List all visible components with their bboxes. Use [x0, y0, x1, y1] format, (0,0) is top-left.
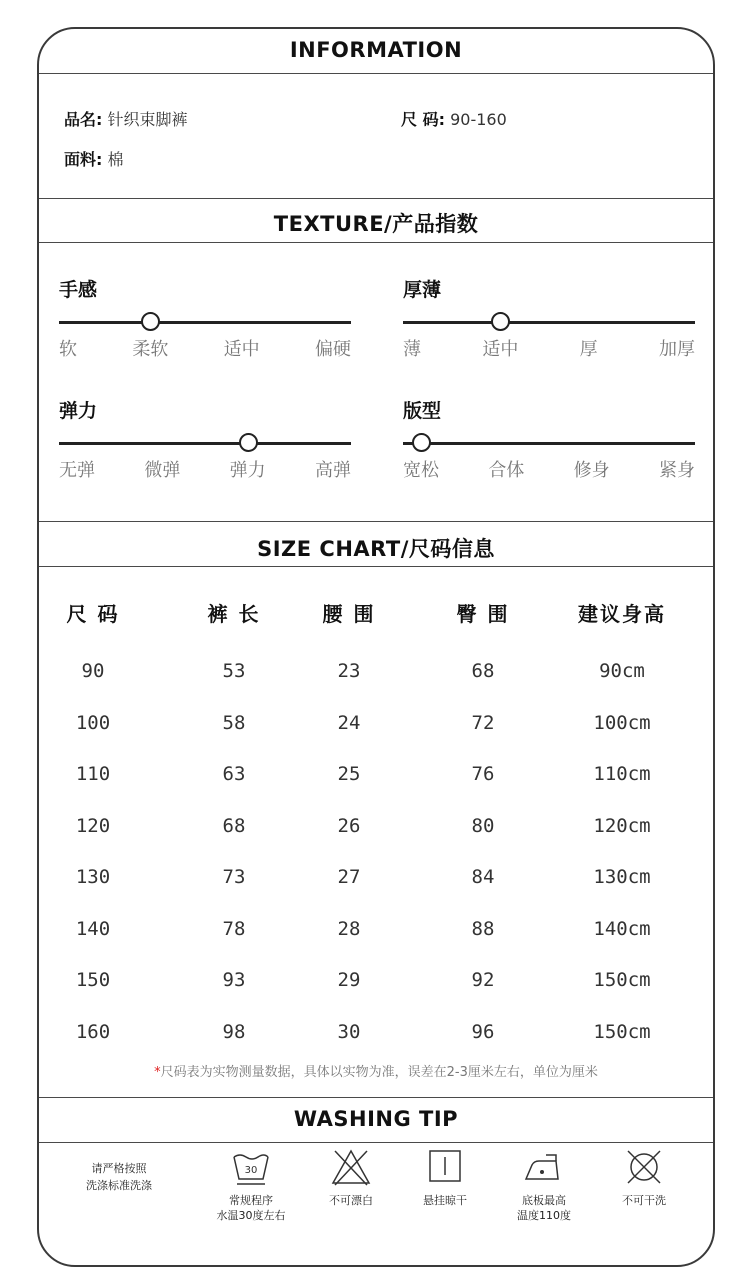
texture-scale-label: 柔软	[132, 339, 169, 360]
fabric-value: 棉	[107, 150, 124, 169]
size-table-cell: 90cm	[599, 660, 645, 682]
size-table-cell: 130cm	[593, 866, 651, 888]
divider	[39, 1142, 713, 1143]
fabric-row	[64, 147, 124, 170]
size-table-header-cell: 腰 围	[322, 602, 376, 626]
information-header: INFORMATION	[289, 38, 463, 62]
no-dry-clean-text: 不可干洗	[622, 1194, 666, 1207]
size-chart-header: SIZE CHART/尺码信息	[257, 537, 495, 561]
size-table-cell: 120cm	[593, 814, 651, 837]
texture-scale-label: 高弹	[314, 460, 351, 481]
size-table-cell: 76	[471, 763, 495, 785]
size-table-cell: 88	[471, 917, 495, 940]
size-table-cell: 23	[337, 660, 361, 682]
product-name-row	[64, 107, 188, 130]
wash-item-no-bleach	[301, 1145, 401, 1208]
size-table-cell: 150	[75, 969, 111, 991]
no-bleach-icon	[329, 1145, 373, 1189]
iron-line2: 温度110度	[517, 1209, 571, 1222]
hang-dry-icon	[423, 1145, 467, 1189]
texture-thickness	[403, 275, 695, 365]
size-table-header-cell: 尺 码	[66, 602, 120, 626]
wash-item-no-dry-clean	[594, 1145, 694, 1208]
size-table-cell: 58	[222, 711, 246, 734]
texture-scale-labels	[403, 456, 695, 482]
texture-fit	[403, 396, 695, 486]
size-table-cell: 30	[337, 1020, 361, 1043]
product-name-label: 品名:	[64, 110, 103, 129]
size-table-cell: 27	[337, 866, 361, 888]
size-range-row	[401, 107, 507, 130]
divider	[39, 1097, 713, 1098]
size-table-cell: 90	[81, 660, 105, 682]
divider	[39, 73, 713, 74]
size-table-cell: 110cm	[593, 763, 651, 785]
size-table-cell: 73	[222, 866, 246, 888]
size-table-cell: 98	[222, 1020, 246, 1043]
texture-level-marker	[491, 312, 510, 331]
texture-scale-label: 紧身	[658, 460, 695, 481]
iron-line1: 底板最高	[522, 1194, 566, 1207]
size-table-cell: 100	[75, 711, 111, 734]
size-table-cell: 68	[222, 814, 246, 837]
texture-scale-label: 弹力	[229, 460, 266, 481]
size-table-cell: 160	[75, 1020, 111, 1043]
texture-scale-label: 微弹	[144, 460, 181, 481]
fabric-label: 面料:	[64, 150, 103, 169]
size-table-cell: 93	[222, 969, 246, 991]
size-range-value: 90-160	[450, 110, 507, 129]
size-table-cell: 140cm	[593, 917, 651, 940]
note-text: 尺码表为实物测量数据，具体以实物为准，误差在2-3厘米左右，单位为厘米	[160, 1065, 598, 1080]
size-table-cell: 150cm	[593, 1020, 651, 1043]
size-table-cell: 92	[471, 969, 495, 991]
texture-level-marker	[239, 433, 258, 452]
texture-title: 版型	[403, 400, 442, 422]
texture-scale-labels	[59, 456, 351, 482]
wash-item-iron	[494, 1145, 594, 1223]
size-table-cell: 26	[337, 814, 361, 837]
size-table-cell: 110	[75, 763, 111, 785]
size-table-header-cell: 臀 围	[456, 602, 510, 626]
texture-header: TEXTURE/产品指数	[273, 212, 479, 236]
size-table-cell: 96	[471, 1020, 495, 1043]
washing-intro-line1: 请严格按照	[91, 1162, 147, 1175]
texture-scale-label: 适中	[482, 339, 519, 360]
size-table-cell: 120	[75, 814, 111, 837]
size-table-cell: 72	[471, 711, 495, 734]
texture-elasticity	[59, 396, 351, 486]
texture-scale-label: 偏硬	[314, 339, 351, 360]
texture-scale-label: 厚	[579, 339, 598, 360]
size-table-header-cell: 裤 长	[207, 602, 261, 626]
size-table-header-cell: 建议身高	[578, 602, 666, 626]
divider	[39, 242, 713, 243]
texture-scale-labels	[403, 335, 695, 361]
divider	[39, 521, 713, 522]
texture-scale-label: 无弹	[59, 460, 95, 481]
info-card	[37, 27, 715, 1267]
texture-scale-bar	[403, 321, 695, 324]
size-table-cell: 150cm	[593, 969, 651, 991]
wash-30-line1: 常规程序	[229, 1194, 273, 1207]
divider	[39, 198, 713, 199]
wash-temp-text: 30	[244, 1165, 258, 1176]
wash-30-line2: 水温30度左右	[216, 1209, 286, 1222]
divider	[39, 566, 713, 567]
texture-level-marker	[412, 433, 431, 452]
texture-scale-label: 修身	[573, 460, 610, 481]
size-table-cell: 28	[337, 917, 361, 940]
size-note	[39, 1061, 713, 1080]
product-name-value: 针织束脚裤	[107, 110, 188, 129]
texture-scale-label: 加厚	[658, 339, 695, 360]
note-star: *	[154, 1065, 161, 1080]
size-range-label: 尺 码:	[401, 110, 445, 129]
size-table-cell: 63	[222, 763, 246, 785]
no-bleach-text: 不可漂白	[329, 1194, 373, 1207]
washing-header: WASHING TIP	[293, 1107, 459, 1131]
washing-intro-line2: 洗涤标准洗涤	[86, 1179, 152, 1192]
texture-scale-label: 宽松	[403, 460, 439, 481]
texture-scale-labels	[59, 335, 351, 361]
size-table-cell: 24	[337, 711, 361, 734]
size-table-cell: 53	[222, 660, 246, 682]
iron-110-icon	[522, 1145, 566, 1189]
texture-scale-label: 软	[59, 339, 77, 360]
wash-item-30	[201, 1145, 301, 1223]
size-table-cell: 130	[75, 866, 111, 888]
texture-scale-label: 适中	[223, 339, 260, 360]
size-table-cell: 78	[222, 917, 246, 940]
wash-item-hang-dry	[395, 1145, 495, 1208]
texture-title: 弹力	[59, 400, 98, 422]
texture-title: 手感	[59, 279, 98, 301]
wash-30-icon	[229, 1145, 273, 1189]
texture-level-marker	[141, 312, 160, 331]
washing-intro	[59, 1160, 179, 1194]
texture-scale-bar	[59, 442, 351, 445]
texture-title: 厚薄	[403, 279, 442, 301]
size-table-cell: 29	[337, 969, 361, 991]
size-table-cell: 84	[471, 866, 495, 888]
texture-scale-label: 合体	[488, 460, 525, 481]
texture-scale-bar	[403, 442, 695, 445]
size-table-cell: 25	[337, 763, 361, 785]
texture-scale-label: 薄	[403, 339, 421, 360]
no-dry-clean-icon	[622, 1145, 666, 1189]
texture-scale-bar	[59, 321, 351, 324]
size-table-cell: 68	[471, 660, 495, 682]
hang-dry-text: 悬挂晾干	[423, 1194, 467, 1207]
size-table-cell: 80	[471, 814, 495, 837]
size-table-cell: 100cm	[593, 711, 651, 734]
texture-feel	[59, 275, 351, 365]
size-table-cell: 140	[75, 917, 111, 940]
